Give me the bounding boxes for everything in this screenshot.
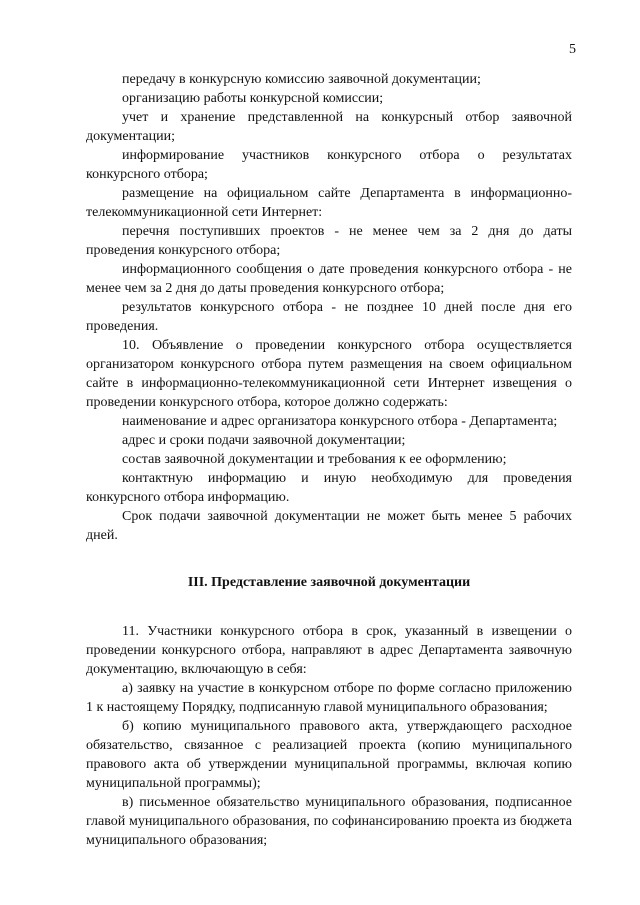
paragraph: наименование и адрес организатора конкурсного отбора - Департамента; (122, 414, 558, 429)
paragraph: результатов конкурсного отбора - не позднее 10 дней после дня его проведения. (86, 300, 572, 334)
paragraph: перечня поступивших проектов - не менее чем за 2 дня до даты проведения конкурсного отбора; (86, 224, 572, 258)
paragraph: адрес и сроки подачи заявочной документации; (122, 433, 406, 448)
paragraph: размещение на официальном сайте Департамента в информационно-телекоммуникационной сети Интернет: (86, 186, 572, 220)
paragraph: а) заявку на участие в конкурсном отборе по форме согласно приложению 1 к настоящему Порядку, подписанную главой муниципального образования; (86, 681, 572, 715)
page-number: 5 (569, 42, 576, 57)
paragraph: состав заявочной документации и требования к ее оформлению; (122, 452, 507, 467)
paragraph: 10. Объявление о проведении конкурсного отбора осуществляется организатором конкурсного отбора путем размещения на своем официальном сайте в информационно-телекоммуникационной сети Интернет извещения о проведении конкурсного отбора, которое должно содержать: (86, 338, 572, 410)
section-heading: III. Представление заявочной документации (187, 575, 471, 590)
paragraph: организацию работы конкурсной комиссии; (122, 91, 384, 106)
paragraph: 11. Участники конкурсного отбора в срок, указанный в извещении о проведении конкурсного отбора, направляют в адрес Департамента заявочную документацию, включающую в себя: (86, 624, 572, 677)
paragraph: передачу в конкурсную комиссию заявочной документации; (122, 72, 481, 87)
paragraph: в) письменное обязательство муниципального образования, подписанное главой муниципального образования, по софинансированию проекта из бюджета муниципального образования; (86, 795, 572, 848)
paragraph: учет и хранение представленной на конкурсный отбор заявочной документации; (86, 110, 572, 144)
document-body (86, 70, 572, 850)
paragraph: контактную информацию и иную необходимую для проведения конкурсного отбора информацию. (86, 471, 572, 505)
paragraph: б) копию муниципального правового акта, утверждающего расходное обязательство, связанное с реализацией проекта (копию муниципального правового акта об утверждении муниципальной программы, включая копию муниципальной программы); (86, 719, 572, 791)
paragraph: информирование участников конкурсного отбора о результатах конкурсного отбора; (86, 148, 572, 182)
paragraph: Срок подачи заявочной документации не может быть менее 5 рабочих дней. (86, 509, 572, 543)
paragraph: информационного сообщения о дате проведения конкурсного отбора - не менее чем за 2 дня до даты проведения конкурсного отбора; (86, 262, 572, 296)
